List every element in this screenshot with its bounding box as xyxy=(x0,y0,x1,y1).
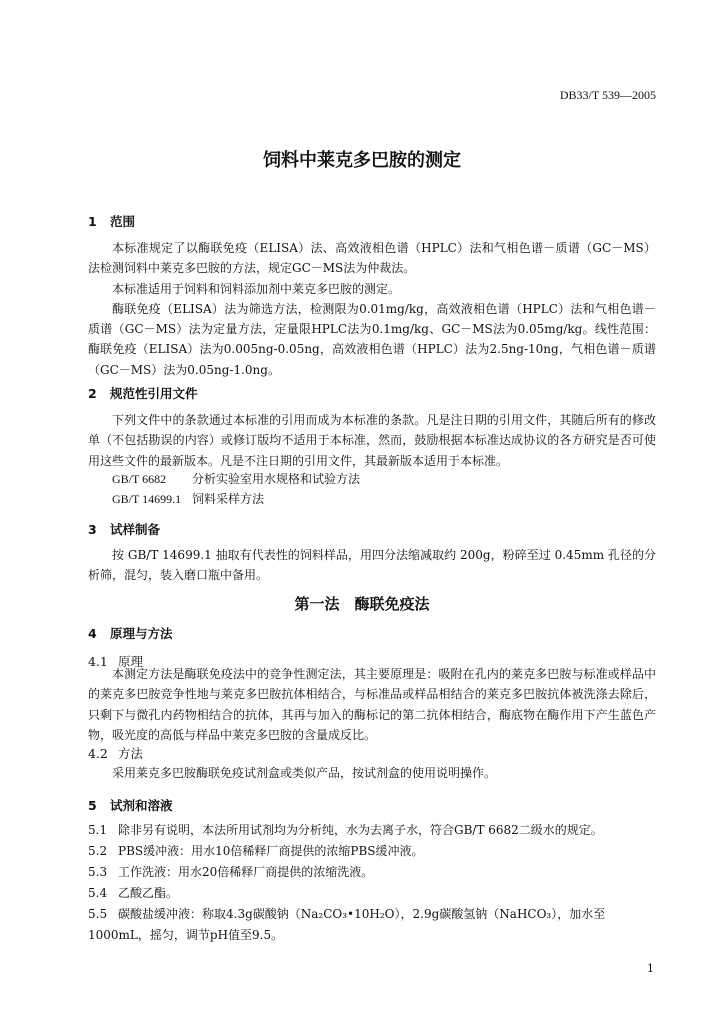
section-number: 4 xyxy=(88,626,97,641)
subsection-4-2-heading xyxy=(88,744,143,762)
subsection-title: 原理 xyxy=(118,654,144,669)
reagent-text: 工作洗液：用水20倍稀释厂商提供的浓缩洗液。 xyxy=(118,865,374,879)
document-title: 饲料中莱克多巴胺的测定 xyxy=(263,150,461,171)
subsection-title: 方法 xyxy=(118,746,144,761)
subsection-number: 4.2 xyxy=(88,746,108,761)
method-paragraph: 采用莱克多巴胺酶联免疫试剂盒或类似产品，按试剂盒的使用说明操作。 xyxy=(112,766,497,780)
reference-name: 饲料采样方法 xyxy=(192,492,265,506)
section-title: 原理与方法 xyxy=(110,626,173,641)
scope-paragraph-1: 本标准规定了以酶联免疫（ELISA）法、高效液相色谱（HPLC）法和气相色谱－质谱（GC－MS）法检测饲料中莱克多巴胺的方法，规定GC－MS法为仲裁法。 xyxy=(88,241,656,276)
section-2-heading xyxy=(88,384,198,402)
method-1-title: 第一法 酶联免疫法 xyxy=(294,595,430,613)
method-text xyxy=(88,763,656,783)
section-1-heading xyxy=(88,212,135,230)
reagent-number: 5.5 xyxy=(88,907,108,921)
reference-item xyxy=(112,490,264,507)
reagent-item xyxy=(88,841,656,862)
reagent-item xyxy=(88,904,656,946)
section-title: 试剂和溶液 xyxy=(110,798,173,813)
reagent-text: 乙酸乙酯。 xyxy=(118,886,179,900)
scope-paragraph-2: 本标准适用于饲料和饲料添加剂中莱克多巴胺的测定。 xyxy=(112,281,401,296)
reagent-text: PBS缓冲液：用水10倍稀释厂商提供的浓缩PBS缓冲液。 xyxy=(118,844,424,858)
reagent-item xyxy=(88,820,656,841)
standard-number: DB33/T 539—2005 xyxy=(559,88,656,102)
reference-code: GB/T 14699.1 xyxy=(112,492,182,506)
section-number: 2 xyxy=(88,386,97,401)
reagent-number: 5.2 xyxy=(88,844,108,858)
section-number: 1 xyxy=(88,214,97,229)
reagent-item xyxy=(88,862,656,883)
reagent-number: 5.3 xyxy=(88,865,108,879)
section-number: 5 xyxy=(88,798,97,813)
scope-text xyxy=(88,238,656,380)
principle-text xyxy=(88,664,656,745)
section-title: 范围 xyxy=(110,214,136,229)
section-title: 试样制备 xyxy=(110,522,161,537)
section-title: 规范性引用文件 xyxy=(110,386,198,401)
reagent-number: 5.4 xyxy=(88,886,108,900)
references-paragraph: 下列文件中的条款通过本标准的引用而成为本标准的条款。凡是注日期的引用文件，其随后所有的修改单（不包括勘误的内容）或修订版均不适用于本标准，然而，鼓励根据本标准达成协议的各方研究是否可使用这些文件的最新版本。凡是不注日期的引用文件，其最新版本适用于本标准。 xyxy=(88,413,656,468)
sample-prep-paragraph: 按 GB/T 14699.1 抽取有代表性的饲料样品，用四分法缩减取约 200g，粉碎至过 0.45mm 孔径的分析筛，混匀，装入磨口瓶中备用。 xyxy=(88,548,656,583)
reagent-text: 碳酸盐缓冲液：称取4.3g碳酸钠（Na₂CO₃•10H₂O），2.9g碳酸氢钠（NaHCO₃），加水至1000mL，摇匀，调节pH值至9.5。 xyxy=(88,907,606,942)
reference-name: 分析实验室用水规格和试验方法 xyxy=(192,472,361,486)
section-number: 3 xyxy=(88,522,97,537)
subsection-number: 4.1 xyxy=(88,654,108,669)
section-4-heading xyxy=(88,624,173,642)
reagent-number: 5.1 xyxy=(88,823,108,837)
sample-prep-text xyxy=(88,545,656,586)
reference-code: GB/T 6682 xyxy=(112,472,167,486)
principle-paragraph: 本测定方法是酶联免疫法中的竞争性测定法，其主要原理是：吸附在孔内的莱克多巴胺与标准或样品中的莱克多巴胺竞争性地与莱克多巴胺抗体相结合，与标准品或样品相结合的莱克多巴胺抗体被洗涤去除后，只剩下与微孔内药物相结合的抗体，其再与加入的酶标记的第二抗体相结合，酶底物在酶作用下产生蓝色产物，吸光度的高低与样品中莱克多巴胺的含量成反比。 xyxy=(88,667,656,742)
scope-paragraph-3: 酶联免疫（ELISA）法为筛选方法，检测限为0.01mg/kg，高效液相色谱（HPLC）法和气相色谱－质谱（GC－MS）法为定量方法，定量限HPLC法为0.1mg/kg、GC－MS法为0.05mg/kg。线性范围：酶联免疫（ELISA）法为0.005ng-0.05ng，高效液相色谱（HPLC）法为2.5ng-10ng，气相色谱－质谱（GC－MS）法为0.05ng-1.0ng。 xyxy=(88,301,656,377)
reference-item xyxy=(112,470,360,487)
reagent-text: 除非另有说明，本法所用试剂均为分析纯，水为去离子水，符合GB/T 6682二级水的规定。 xyxy=(118,823,603,837)
section-5-heading xyxy=(88,796,173,814)
section-3-heading xyxy=(88,520,160,538)
reagent-item xyxy=(88,883,656,904)
references-intro xyxy=(88,410,656,471)
page-number: 1 xyxy=(647,962,654,975)
